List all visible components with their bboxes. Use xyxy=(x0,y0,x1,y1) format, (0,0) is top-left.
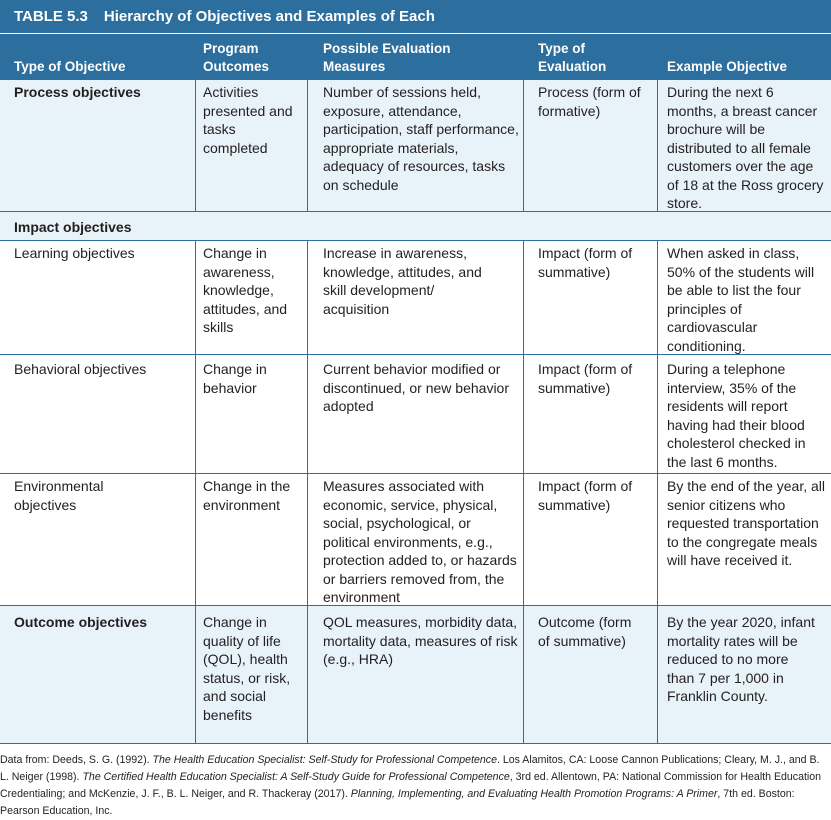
footnote-text: Data from: Deeds, S. G. (1992). xyxy=(0,754,153,766)
table-number: TABLE 5.3 xyxy=(14,8,88,25)
header-evaluation: Type of Evaluation xyxy=(538,41,607,74)
cell-outcome-measures: QOL measures, morbidity data, mortality data, measures of risk (e.g., HRA) xyxy=(323,614,518,667)
header-type: Type of Objective xyxy=(14,59,126,74)
cell-outcome-outcomes: Change in quality of life (QOL), health status, or risk, and social benefits xyxy=(203,614,291,723)
column-divider xyxy=(523,240,524,744)
column-divider xyxy=(657,80,658,211)
row-divider xyxy=(0,473,831,474)
footnote-title: Planning, Implementing, and Evaluating Health Promotion Programs: A Primer xyxy=(350,788,718,800)
row-divider xyxy=(0,743,831,744)
footnote-text: , 7th ed. Boston: Pearson Education, Inc. xyxy=(0,788,795,817)
column-divider xyxy=(523,80,524,211)
cell-process-evaluation: Process (form of formative) xyxy=(538,84,641,119)
cell-behavioral-measures: Current behavior modified or discontinued, or new behavior adopted xyxy=(323,361,510,414)
cell-learning-outcomes: Change in awareness, knowledge, attitudes, and skills xyxy=(203,245,288,335)
cell-process-measures: Number of sessions held, exposure, attendance, participation, staff performance, appropriate materials, adequacy of resources, tasks on schedule xyxy=(323,84,519,193)
cell-process-example: During the next 6 months, a breast cancer brochure will be distributed to all female customers over the age of 18 at the Ross grocery store. xyxy=(667,84,824,211)
table-body xyxy=(0,80,831,744)
table-header-row xyxy=(0,34,831,80)
footnote-text: . Los Alamitos, CA: Loose Cannon Publications; Cleary, M. J., and B. L. Neiger (1998). xyxy=(0,754,820,783)
cell-environmental-measures: Measures associated with economic, service, physical, social, psychological, or political environments, e.g., protection added to, or hazards or barriers removed from, the environment xyxy=(323,478,517,605)
column-divider xyxy=(307,80,308,211)
cell-process-outcomes: Activities presented and tasks completed xyxy=(203,84,293,156)
header-outcomes: Program Outcomes xyxy=(203,41,270,74)
cell-process-type: Process objectives xyxy=(14,84,141,100)
column-divider xyxy=(195,240,196,744)
cell-learning-evaluation: Impact (form of summative) xyxy=(538,245,633,280)
column-divider xyxy=(307,240,308,744)
footnote-title: The Certified Health Education Specialist: A Self-Study Guide for Professional Competence xyxy=(82,771,510,783)
cell-environmental-example: By the end of the year, all senior citizens who requested transportation to the congregate meals will have received it. xyxy=(667,478,825,568)
table-title-bar xyxy=(0,0,831,34)
cell-learning-example: When asked in class, 50% of the students will be able to list the four principles of cardiovascular conditioning. xyxy=(667,245,815,354)
cell-behavioral-evaluation: Impact (form of summative) xyxy=(538,361,633,396)
cell-behavioral-example: During a telephone interview, 35% of the residents will report having had their blood cholesterol checked in the last 6 months. xyxy=(667,361,806,470)
column-divider xyxy=(657,240,658,744)
cell-environmental-evaluation: Impact (form of summative) xyxy=(538,478,633,513)
column-divider xyxy=(195,80,196,211)
cell-learning-type: Learning objectives xyxy=(14,245,135,261)
cell-environmental-outcomes: Change in the environment xyxy=(203,478,291,513)
source-footnote xyxy=(0,752,831,820)
header-example: Example Objective xyxy=(667,59,788,74)
cell-learning-measures: Increase in awareness, knowledge, attitudes, and skill development/ acquisition xyxy=(323,245,482,317)
cell-behavioral-type: Behavioral objectives xyxy=(14,361,147,377)
cell-environmental-type: Environmental objectives xyxy=(14,478,104,513)
cell-outcome-type: Outcome objectives xyxy=(14,614,148,630)
cell-outcome-evaluation: Outcome (form of summative) xyxy=(538,614,632,649)
cell-outcome-example: By the year 2020, infant mortality rates will be reduced to no more than 7 per 1,000 in Franklin County. xyxy=(667,614,815,704)
header-measures: Possible Evaluation Measures xyxy=(323,41,451,74)
table-title: Hierarchy of Objectives and Examples of Each xyxy=(103,8,435,25)
footnote-title: The Health Education Specialist: Self-Study for Professional Competence xyxy=(152,754,497,766)
footnote-text: , 3rd ed. Allentown, PA: National Commission for Health Education Credentialing; and McKenzie, J. F., B. L. Neiger, and R. Thackeray (2017). xyxy=(0,771,822,800)
impact-objectives-heading: Impact objectives xyxy=(14,219,132,235)
row-divider xyxy=(0,240,831,241)
cell-behavioral-outcomes: Change in behavior xyxy=(203,361,267,396)
